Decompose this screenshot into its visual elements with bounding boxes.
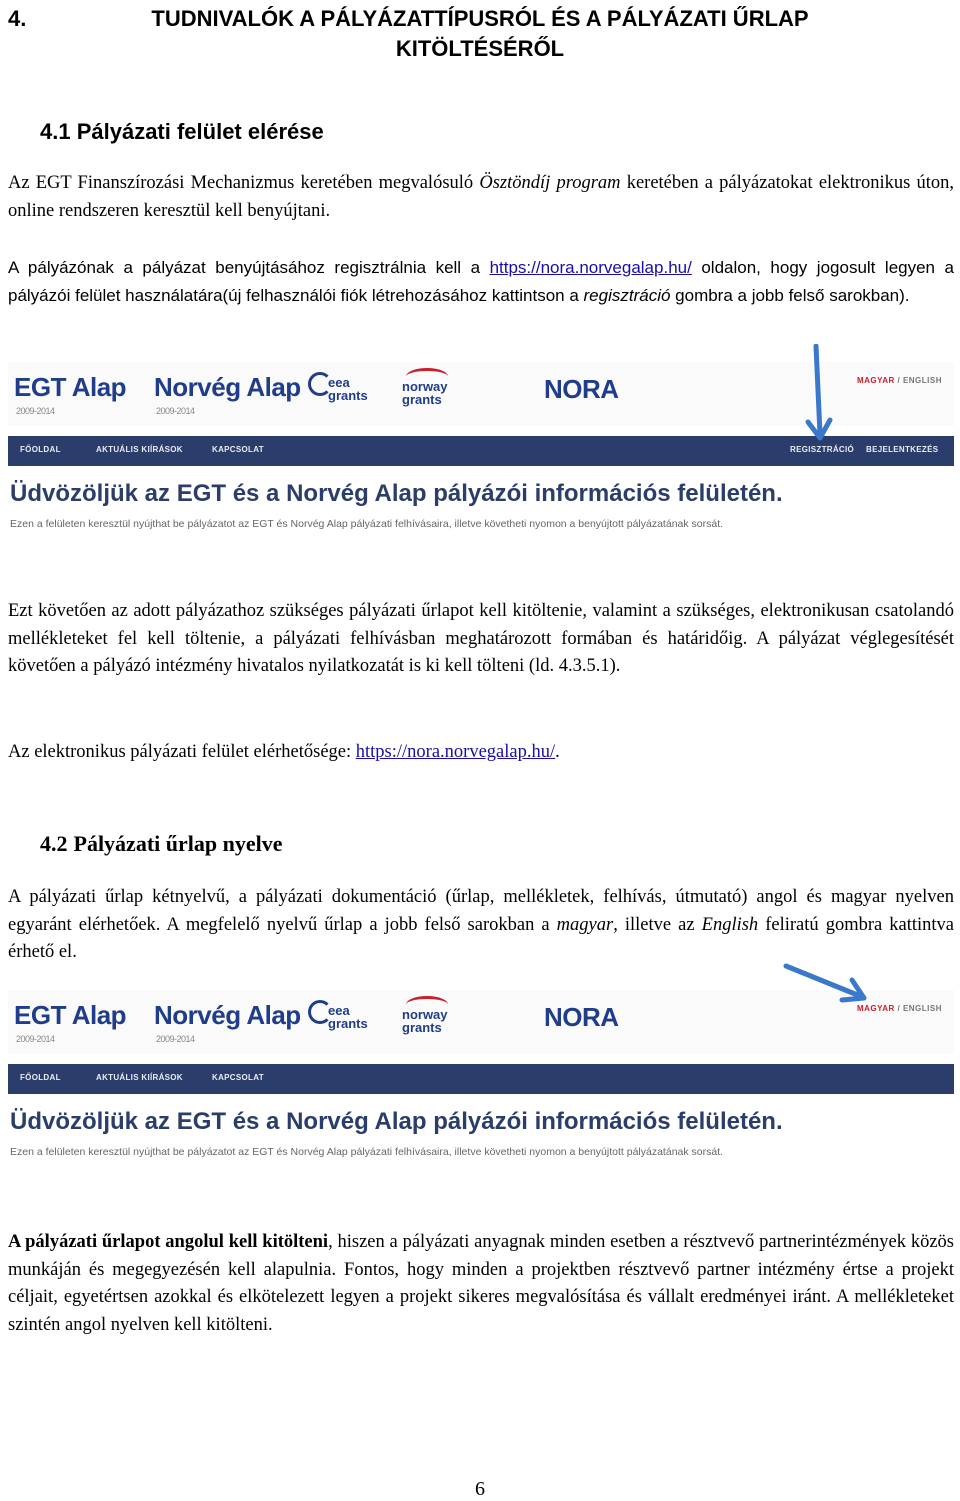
section-4-1-paragraph-3: Ezt követően az adott pályázathoz szükséges pályázati űrlapot kell kitöltenie, valamint a szükséges, elektronikusan csatolandó mellékleteket fel kell töltenie, a pályázati felhívásban meghatározott formában és határidőig. A pályázat véglegesítését követően a pályázó intézmény hivatalos nyilatkozatát is ki kell tölteni (ld. 4.3.5.1).	[8, 601, 954, 676]
section-4-1-paragraph-2	[8, 254, 954, 309]
lang-english-button[interactable]: ENGLISH	[902, 1004, 942, 1013]
nav-kapcsolat[interactable]: KAPCSOLAT	[212, 1073, 264, 1082]
language-switch	[857, 376, 942, 385]
text-run: A pályázónak a pályázat benyújtásához regisztrálnia kell a	[8, 258, 490, 277]
welcome-subtitle: Ezen a felületen keresztül nyújthat be pályázatot az EGT és Norvég Alap pályázati felhívásaira, illetve követheti nyomon a benyújtott pályázatának sorsát.	[10, 518, 724, 530]
lang-magyar-button[interactable]: MAGYAR	[856, 376, 895, 385]
norveg-alap-logo: Norvég Alap	[154, 1000, 301, 1030]
norway-grants-text: norway grants	[402, 1007, 448, 1035]
nav-kiirasok[interactable]: AKTUÁLIS KIÍRÁSOK	[96, 445, 183, 454]
nora-link[interactable]: https://nora.norvegalap.hu/	[355, 742, 556, 762]
nav-fooldal[interactable]: FŐOLDAL	[20, 445, 61, 454]
text-run: A pályázati űrlap kétnyelvű, a pályázati dokumentáció (űrlap, mellékletek, felhívás, útmutató) angol és magyar nyelven egyaránt elérhetőek. A megfelelő nyelvű űrlap a jobb felső sarokban a	[8, 887, 954, 935]
welcome-title: Üdvözöljük az EGT és a Norvég Alap pályázói információs felületén.	[10, 480, 783, 507]
text-run: .	[555, 742, 560, 762]
magyar-term: magyar	[556, 914, 614, 935]
english-requirement: A pályázati űrlapot angolul kell kitölteni	[8, 1232, 329, 1252]
registration-term: regisztráció	[583, 285, 671, 305]
program-name: Ösztöndíj program	[479, 173, 621, 193]
nora-link[interactable]: https://nora.norvegalap.hu/	[489, 258, 692, 277]
eea-grants-logo	[308, 998, 368, 1044]
text-run: keretében a pályázatokat elektronikus úton, online rendszeren keresztül kell benyújtani.	[8, 173, 954, 221]
portal-screenshot-2	[8, 990, 954, 1200]
lang-separator: /	[894, 376, 903, 385]
page-number: 6	[475, 1478, 485, 1500]
text-run: Az EGT Finanszírozási Mechanizmus keretében megvalósuló	[8, 173, 480, 193]
text-run: feliratú gombra kattintva érhető el.	[8, 914, 954, 962]
section-4-1-paragraph-1	[8, 170, 954, 225]
nav-kapcsolat[interactable]: KAPCSOLAT	[212, 445, 264, 454]
section-4-1-title: 4.1 Pályázati felület elérése	[40, 119, 324, 144]
norveg-alap-years: 2009-2014	[156, 1034, 195, 1044]
nav-bejelentkezes[interactable]: BEJELENTKEZÉS	[866, 445, 939, 454]
portal-navbar	[8, 1064, 954, 1094]
chapter-heading	[0, 4, 960, 64]
text-run: oldalon, hogy jogosult legyen a pályázói felület használatára(új felhasználói fiók létrehozásához kattintson a	[8, 258, 954, 305]
eea-grants-text: eea grants	[328, 375, 368, 403]
section-4-2-paragraph-1	[8, 884, 954, 967]
arrow-diagonal-icon	[782, 962, 872, 1006]
welcome-subtitle: Ezen a felületen keresztül nyújthat be pályázatot az EGT és Norvég Alap pályázati felhívásaira, illetve követheti nyomon a benyújtott pályázatának sorsát.	[10, 1146, 724, 1158]
chapter-title-line1: TUDNIVALÓK A PÁLYÁZATTÍPUSRÓL ÉS A PÁLYÁZATI ŰRLAP	[151, 6, 809, 31]
spacer	[8, 1054, 954, 1064]
chapter-title-line2: KITÖLTÉSÉRŐL	[395, 36, 565, 61]
english-term: English	[701, 914, 759, 935]
egt-alap-logo: EGT Alap	[14, 372, 127, 402]
norway-grants-text: norway grants	[402, 379, 448, 407]
lang-english-button[interactable]: ENGLISH	[902, 376, 942, 385]
arrow-down-icon	[800, 344, 840, 444]
nora-logo: NORA	[544, 1002, 619, 1032]
nav-kiirasok[interactable]: AKTUÁLIS KIÍRÁSOK	[96, 1073, 183, 1082]
text-run: Az elektronikus pályázati felület elérhetősége:	[8, 742, 356, 762]
welcome-title: Üdvözöljük az EGT és a Norvég Alap pályázói információs felületén.	[10, 1108, 783, 1135]
norway-grants-logo	[400, 368, 470, 416]
section-4-1-paragraph-4	[8, 739, 954, 767]
nav-fooldal[interactable]: FŐOLDAL	[20, 1073, 61, 1082]
section-number: 4.2	[40, 831, 68, 856]
text-run: , hiszen a pályázati anyagnak minden esetben a résztvevő partnerintézmények közös munkáján és megegyezésén kell alapulnia. Fontos, hogy minden a projektben résztvevő partner intézmény értse a projekt céljait, egyetértsen azokkal és elkötelezett legyen a projekt sikeres megvalósítása és vállalt eredményei iránt. A mellékleteket szintén angol nyelven kell kitölteni.	[8, 1232, 954, 1335]
section-title: Pályázati űrlap nyelve	[73, 831, 283, 856]
text-run: , illetve az	[613, 914, 702, 935]
lang-magyar-button[interactable]: MAGYAR	[856, 1004, 895, 1013]
nora-logo: NORA	[544, 374, 619, 404]
norveg-alap-years: 2009-2014	[156, 406, 195, 416]
egt-alap-years: 2009-2014	[16, 1034, 55, 1044]
nav-regisztracio[interactable]: REGISZTRÁCIÓ	[790, 445, 855, 454]
lang-separator: /	[894, 1004, 903, 1013]
eea-grants-logo	[308, 370, 368, 416]
section-4-2-title	[40, 830, 282, 858]
eea-grants-text: eea grants	[328, 1003, 368, 1031]
norveg-alap-logo: Norvég Alap	[154, 372, 301, 402]
section-4-2-paragraph-2	[8, 1229, 954, 1339]
norway-grants-logo	[400, 996, 470, 1044]
chapter-number: 4.	[8, 6, 27, 31]
text-run: gombra a jobb felső sarokban).	[670, 285, 910, 305]
egt-alap-logo: EGT Alap	[14, 1000, 127, 1030]
egt-alap-years: 2009-2014	[16, 406, 55, 416]
